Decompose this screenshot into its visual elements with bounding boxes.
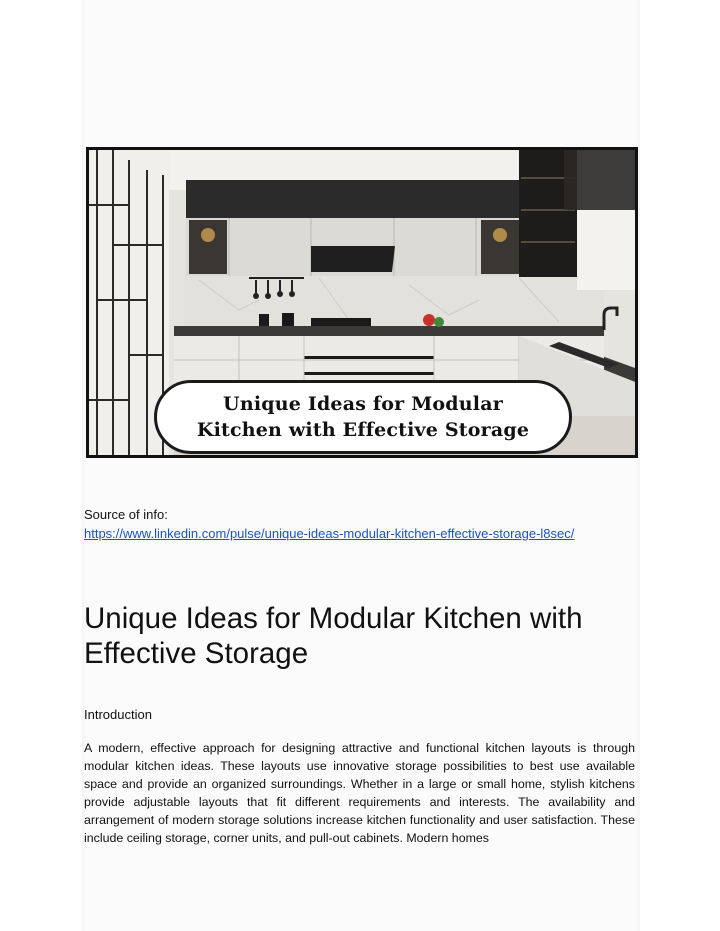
introduction-heading: Introduction	[84, 707, 152, 722]
banner-line-1: Unique Ideas for Modular	[223, 393, 503, 415]
source-label: Source of info:	[84, 507, 168, 522]
article-title: Unique Ideas for Modular Kitchen with Effective Storage	[84, 602, 583, 670]
source-link[interactable]: https://www.linkedin.com/pulse/unique-ideas-modular-kitchen-effective-storage-l8sec/	[84, 526, 575, 541]
introduction-paragraph: A modern, effective approach for designing attractive and functional kitchen layouts is through modular kitchen ideas. These layouts use innovative storage possibilities to best use available space and provide an organized surroundings. Whether in a large or small home, stylish kitchens provide adjustable layouts that fit different requirements and interests. The availability and arrangement of modern storage solutions increase kitchen functionality and user satisfaction. These include ceiling storage, corner units, and pull-out cabinets. Modern homes	[84, 741, 635, 845]
image-title-banner	[154, 380, 572, 454]
banner-line-2: Kitchen with Effective Storage	[196, 419, 530, 441]
